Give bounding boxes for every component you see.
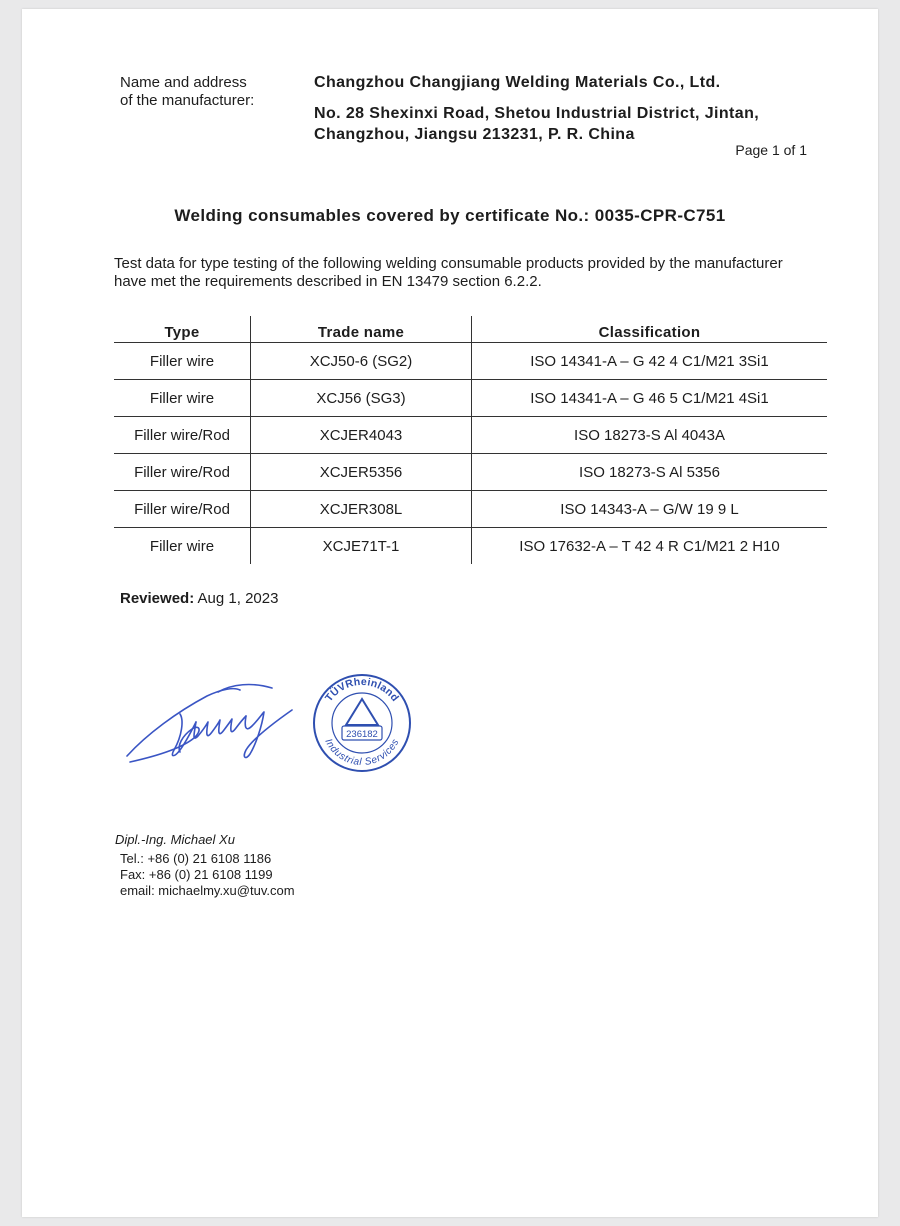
signer-name: Dipl.-Ing. Michael Xu [115, 832, 235, 847]
manufacturer-label-line2: of the manufacturer: [120, 92, 255, 109]
intro-line2: have met the requirements described in EN 13479 section 6.2.2. [114, 273, 542, 290]
cell-type: Filler wire/Rod [114, 417, 251, 454]
cell-classification: ISO 18273-S Al 4043A [472, 417, 828, 454]
signer-tel: Tel.: +86 (0) 21 6108 1186 [120, 851, 272, 866]
manufacturer-name: Changzhou Changjiang Welding Materials Co., Ltd. [314, 74, 721, 91]
cell-trade-name: XCJER4043 [251, 417, 472, 454]
document-title: Welding consumables covered by certificate No.: 0035-CPR-C751 [174, 206, 726, 225]
stamp-number: 236182 [346, 729, 378, 740]
cell-trade-name: XCJ56 (SG3) [251, 380, 472, 417]
table-row [114, 380, 827, 417]
cell-trade-name: XCJER308L [251, 491, 472, 528]
manufacturer-address-line2: Changzhou, Jiangsu 213231, P. R. China [314, 126, 635, 143]
cell-classification: ISO 14341-A – G 46 5 C1/M21 4Si1 [472, 380, 828, 417]
stamp-triangle-icon [346, 699, 378, 725]
stamp-inner-ring [332, 693, 392, 753]
table-row [114, 417, 827, 454]
reviewed-label: Reviewed: [120, 590, 195, 607]
table-header-row [114, 316, 827, 343]
cell-trade-name: XCJER5356 [251, 454, 472, 491]
reviewed-line [120, 590, 278, 607]
certificate-page [22, 9, 878, 1217]
cell-type: Filler wire/Rod [114, 454, 251, 491]
cell-type: Filler wire [114, 343, 251, 380]
signer-contact [120, 851, 295, 899]
table-row [114, 491, 827, 528]
cell-trade-name: XCJ50-6 (SG2) [251, 343, 472, 380]
page-number: Page 1 of 1 [735, 142, 807, 158]
cell-trade-name: XCJE71T-1 [251, 528, 472, 565]
table-row [114, 454, 827, 491]
reviewed-date: Aug 1, 2023 [197, 590, 279, 607]
cell-classification: ISO 17632-A – T 42 4 R C1/M21 2 H10 [472, 528, 828, 565]
header-type: Type [114, 316, 251, 343]
cell-classification: ISO 14341-A – G 42 4 C1/M21 3Si1 [472, 343, 828, 380]
manufacturer-address-line1: No. 28 Shexinxi Road, Shetou Industrial District, Jintan, [314, 105, 760, 122]
table-row [114, 343, 827, 380]
signer-fax: Fax: +86 (0) 21 6108 1199 [120, 867, 273, 882]
intro-paragraph [114, 255, 834, 291]
header-trade-name: Trade name [251, 316, 472, 343]
cell-type: Filler wire [149, 537, 215, 555]
consumables-table [114, 316, 827, 564]
manufacturer-label-line1: Name and address [120, 74, 247, 91]
table-row [114, 528, 827, 565]
header-classification: Classification [472, 316, 828, 343]
cell-classification: ISO 14343-A – G/W 19 9 L [472, 491, 828, 528]
cell-type: Filler wire [114, 380, 251, 417]
signer-email: email: michaelmy.xu@tuv.com [120, 883, 295, 898]
signature-image [122, 674, 302, 769]
cell-classification: ISO 18273-S Al 5356 [472, 454, 828, 491]
stamp-lower-text: Industrial Services [322, 737, 402, 769]
stamp-brand-text: TÜVRheinland [322, 675, 402, 705]
stamp-outer-ring [314, 675, 410, 771]
manufacturer-label [120, 74, 254, 110]
manufacturer-address [314, 103, 759, 145]
tuv-stamp [302, 663, 422, 783]
intro-line1: Test data for type testing of the following welding consumable products provided by the manufacturer [114, 255, 783, 272]
cell-type: Filler wire/Rod [114, 491, 251, 528]
